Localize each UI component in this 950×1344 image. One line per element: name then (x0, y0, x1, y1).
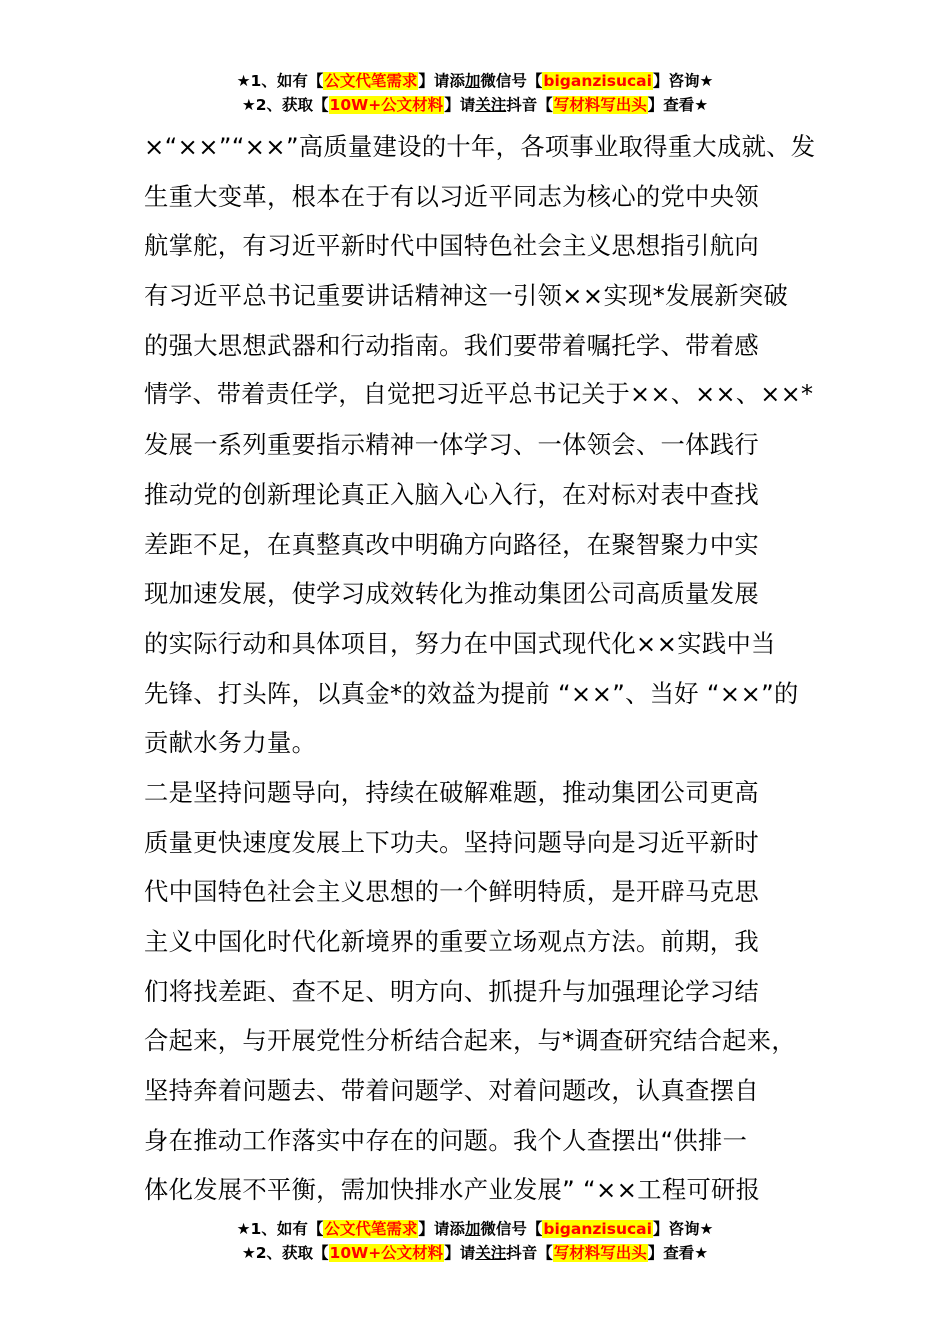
banner-text: ★1、如有【 (236, 72, 324, 90)
banner-text: 】查看★ (647, 1244, 709, 1262)
text-line: 合起来，与开展党性分析结合起来，与*调查研究结合起来， (144, 1026, 796, 1056)
banner-text: 加 (464, 1220, 481, 1238)
text-line: 生重大变革，根本在于有以习近平同志为核心的党中央领 (144, 181, 759, 211)
text-line: 的强大思想武器和行动指南。我们要带着嘱托学、带着感 (144, 330, 759, 360)
banner-text: 】咨询★ (652, 72, 714, 90)
text-line: 有习近平总书记重要讲话精神这一引领××实现*发展新突破 (144, 281, 789, 311)
text-line: 体化发展不平衡，需加快排水产业发展” “××工程可研报 (144, 1175, 761, 1205)
text-line: 的实际行动和具体项目，努力在中国式现代化××实践中当 (144, 628, 776, 658)
banner-highlight: 写材料写出头 (553, 96, 647, 114)
banner-text: 抖音【 (506, 1244, 553, 1262)
banner-highlight: biganzisucai (543, 72, 652, 90)
text-line: 现加速发展，使学习成效转化为推动集团公司高质量发展 (144, 579, 759, 609)
banner-highlight: 公文代笔需求 (324, 72, 418, 90)
text-line: 质量更快速度发展上下功夫。坚持问题导向是习近平新时 (144, 827, 759, 857)
banner-text: ★2、获取【 (241, 96, 329, 114)
text-line: 发展一系列重要指示精神一体学习、一体领会、一体践行 (144, 430, 759, 460)
banner-line-2 (0, 93, 950, 117)
banner-highlight: biganzisucai (543, 1220, 652, 1238)
banner-line-2 (0, 1241, 950, 1265)
text-line: 们将找差距、查不足、明方向、抓提升与加强理论学习结 (144, 976, 759, 1006)
banner-highlight: 写材料写出头 (553, 1244, 647, 1262)
banner-text: 】请 (444, 1244, 476, 1262)
text-line: 情学、带着责任学，自觉把习近平总书记关于××、××、××* (144, 380, 814, 409)
banner-line-1 (0, 69, 950, 93)
banner-text: 】请添 (418, 1220, 465, 1238)
banner-line-1 (0, 1217, 950, 1241)
text-line: 推动党的创新理论真正入脑入心入行，在对标对表中查找 (144, 479, 759, 509)
text-line: 航掌舵，有习近平新时代中国特色社会主义思想指引航向 (144, 231, 759, 261)
banner-text: 】请添 (418, 72, 465, 90)
banner-highlight: 10W+公文材料 (329, 96, 444, 114)
banner-highlight: 10W+公文材料 (329, 1244, 444, 1262)
banner-text: 】咨询★ (652, 1220, 714, 1238)
text-line: 二是坚持问题导向，持续在破解难题，推动集团公司更高 (144, 777, 759, 807)
banner-text: 】查看★ (647, 96, 709, 114)
text-line: 先锋、打头阵，以真金*的效益为提前 “××”、当好 “××”的 (144, 678, 799, 708)
text-line: 代中国特色社会主义思想的一个鲜明特质，是开辟马克思 (144, 877, 759, 907)
banner-text: 加 (464, 72, 481, 90)
text-line: 坚持奔着问题去、带着问题学、对着问题改，认真查摆自 (144, 1076, 759, 1106)
banner-text: 关注 (475, 96, 507, 114)
banner-text: 】请 (444, 96, 476, 114)
header-banner (0, 69, 950, 117)
footer-banner (0, 1217, 950, 1265)
text-line: 贡献水务力量。 (144, 728, 317, 758)
banner-text: 抖音【 (506, 96, 553, 114)
banner-text: ★2、获取【 (241, 1244, 329, 1262)
banner-text: 微信号【 (480, 1220, 543, 1238)
text-line: 差距不足，在真整真改中明确方向路径，在聚智聚力中实 (144, 529, 759, 559)
banner-text: ★1、如有【 (236, 1220, 324, 1238)
banner-text: 微信号【 (480, 72, 543, 90)
banner-highlight: 公文代笔需求 (324, 1220, 418, 1238)
text-line: 身在推动工作落实中存在的问题。我个人查摆出“供排一 (144, 1125, 748, 1155)
banner-text: 关注 (475, 1244, 507, 1262)
text-line: 主义中国化时代化新境界的重要立场观点方法。前期，我 (144, 927, 759, 956)
text-line: ×“××”“××”高质量建设的十年，各项事业取得重大成就、发 (144, 132, 816, 161)
document-body (144, 122, 816, 1215)
